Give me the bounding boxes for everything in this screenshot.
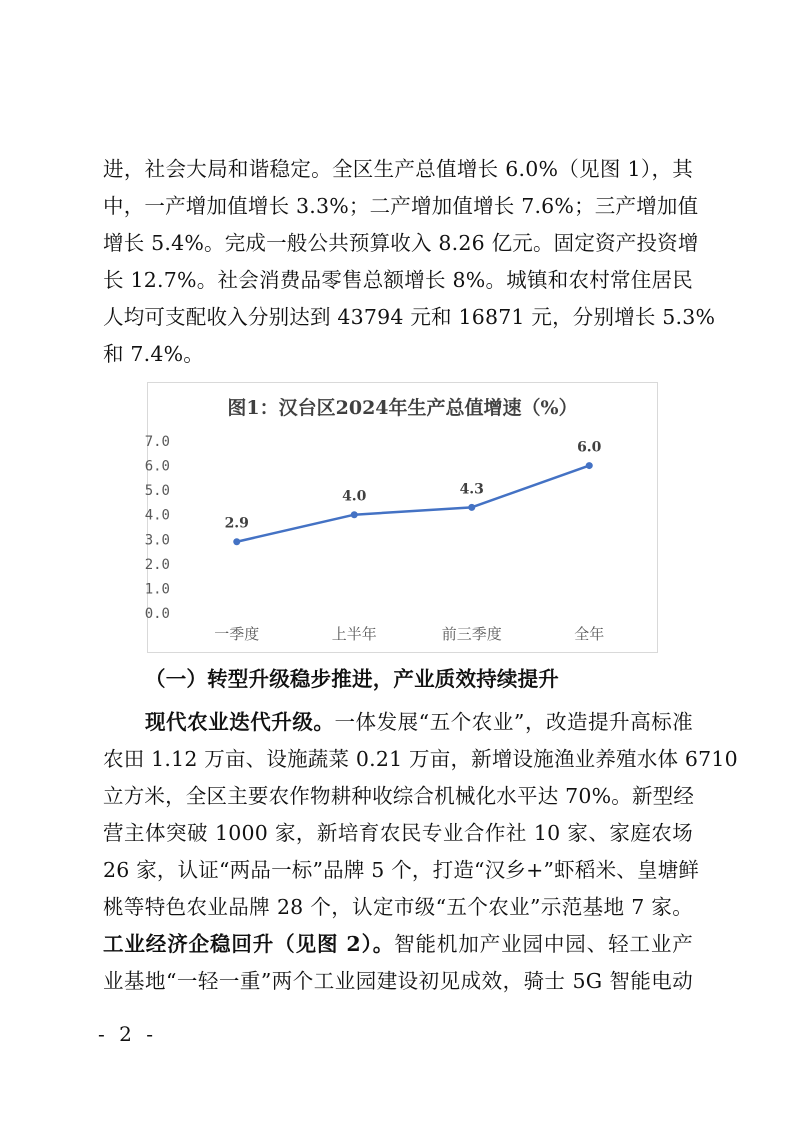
data-point	[233, 538, 240, 545]
x-category-label: 全年	[574, 625, 605, 643]
agri-line-2: 农田 1.12 万亩、设施蔬菜 0.21 万亩，新增设施渔业养殖水体 6710	[103, 747, 738, 771]
industry-lead: 工业经济企稳回升（见图 2）。	[103, 932, 395, 956]
data-label: 6.0	[577, 439, 602, 456]
chart-plot	[144, 383, 659, 654]
page-number: - 2 -	[98, 1022, 157, 1046]
y-tick-label: 3.0	[144, 532, 170, 549]
data-point	[468, 504, 475, 511]
data-point	[586, 462, 593, 469]
y-tick-label: 0.0	[144, 606, 170, 622]
agri-line-3: 立方米，全区主要农作物耕种收综合机械化水平达 70%。新型经	[103, 784, 695, 808]
x-category-label: 上半年	[331, 625, 377, 643]
agri-line-4: 营主体突破 1000 家，新培育农民专业合作社 10 家、家庭农场	[103, 821, 693, 845]
industry-line-1-text: 智能机加产业园中园、轻工业产	[394, 932, 693, 956]
section-heading: （一）转型升级稳步推进，产业质效持续提升	[145, 667, 559, 691]
y-tick-label: 4.0	[144, 507, 170, 524]
agri-line-5: 26 家，认证“两品一标”品牌 5 个，打造“汉乡+”虾稻米、皇塘鲜	[103, 858, 700, 882]
x-category-label: 一季度	[214, 625, 260, 643]
chart-title: 图1：汉台区2024年生产总值增速（%）	[227, 397, 578, 419]
intro-line-2: 中，一产增加值增长 3.3%；二产增加值增长 7.6%；三产增加值	[103, 194, 699, 218]
gdp-growth-chart	[144, 382, 658, 653]
intro-line-1: 进，社会大局和谐稳定。全区生产总值增长 6.0%（见图 1），其	[103, 157, 693, 181]
data-label: 4.0	[342, 488, 367, 505]
agri-lead: 现代农业迭代升级。	[145, 710, 335, 734]
intro-line-6: 和 7.4%。	[103, 342, 204, 366]
agri-line-1-text: 一体发展“五个农业”，改造提升高标准	[334, 710, 693, 734]
agri-line-6: 桃等特色农业品牌 28 个，认定市级“五个农业”示范基地 7 家。	[103, 895, 693, 919]
series-line	[237, 466, 590, 542]
data-point	[351, 511, 358, 518]
intro-line-3: 增长 5.4%。完成一般公共预算收入 8.26 亿元。固定资产投资增	[103, 231, 699, 255]
y-tick-label: 7.0	[144, 434, 170, 450]
data-label: 4.3	[459, 481, 484, 498]
y-tick-label: 1.0	[144, 581, 170, 598]
y-tick-label: 2.0	[144, 556, 170, 573]
intro-line-5: 人均可支配收入分别达到 43794 元和 16871 元，分别增长 5.3%	[103, 305, 716, 329]
x-category-label: 前三季度	[441, 625, 502, 643]
agri-line-1	[145, 707, 693, 737]
y-tick-label: 6.0	[144, 458, 170, 475]
industry-line-2: 业基地“一轻一重”两个工业园建设初见成效，骑士 5G 智能电动	[103, 969, 693, 993]
industry-line-1	[103, 929, 693, 959]
intro-line-4: 长 12.7%。社会消费品零售总额增长 8%。城镇和农村常住居民	[103, 268, 693, 292]
y-tick-label: 5.0	[144, 483, 170, 500]
data-label: 2.9	[224, 515, 249, 532]
